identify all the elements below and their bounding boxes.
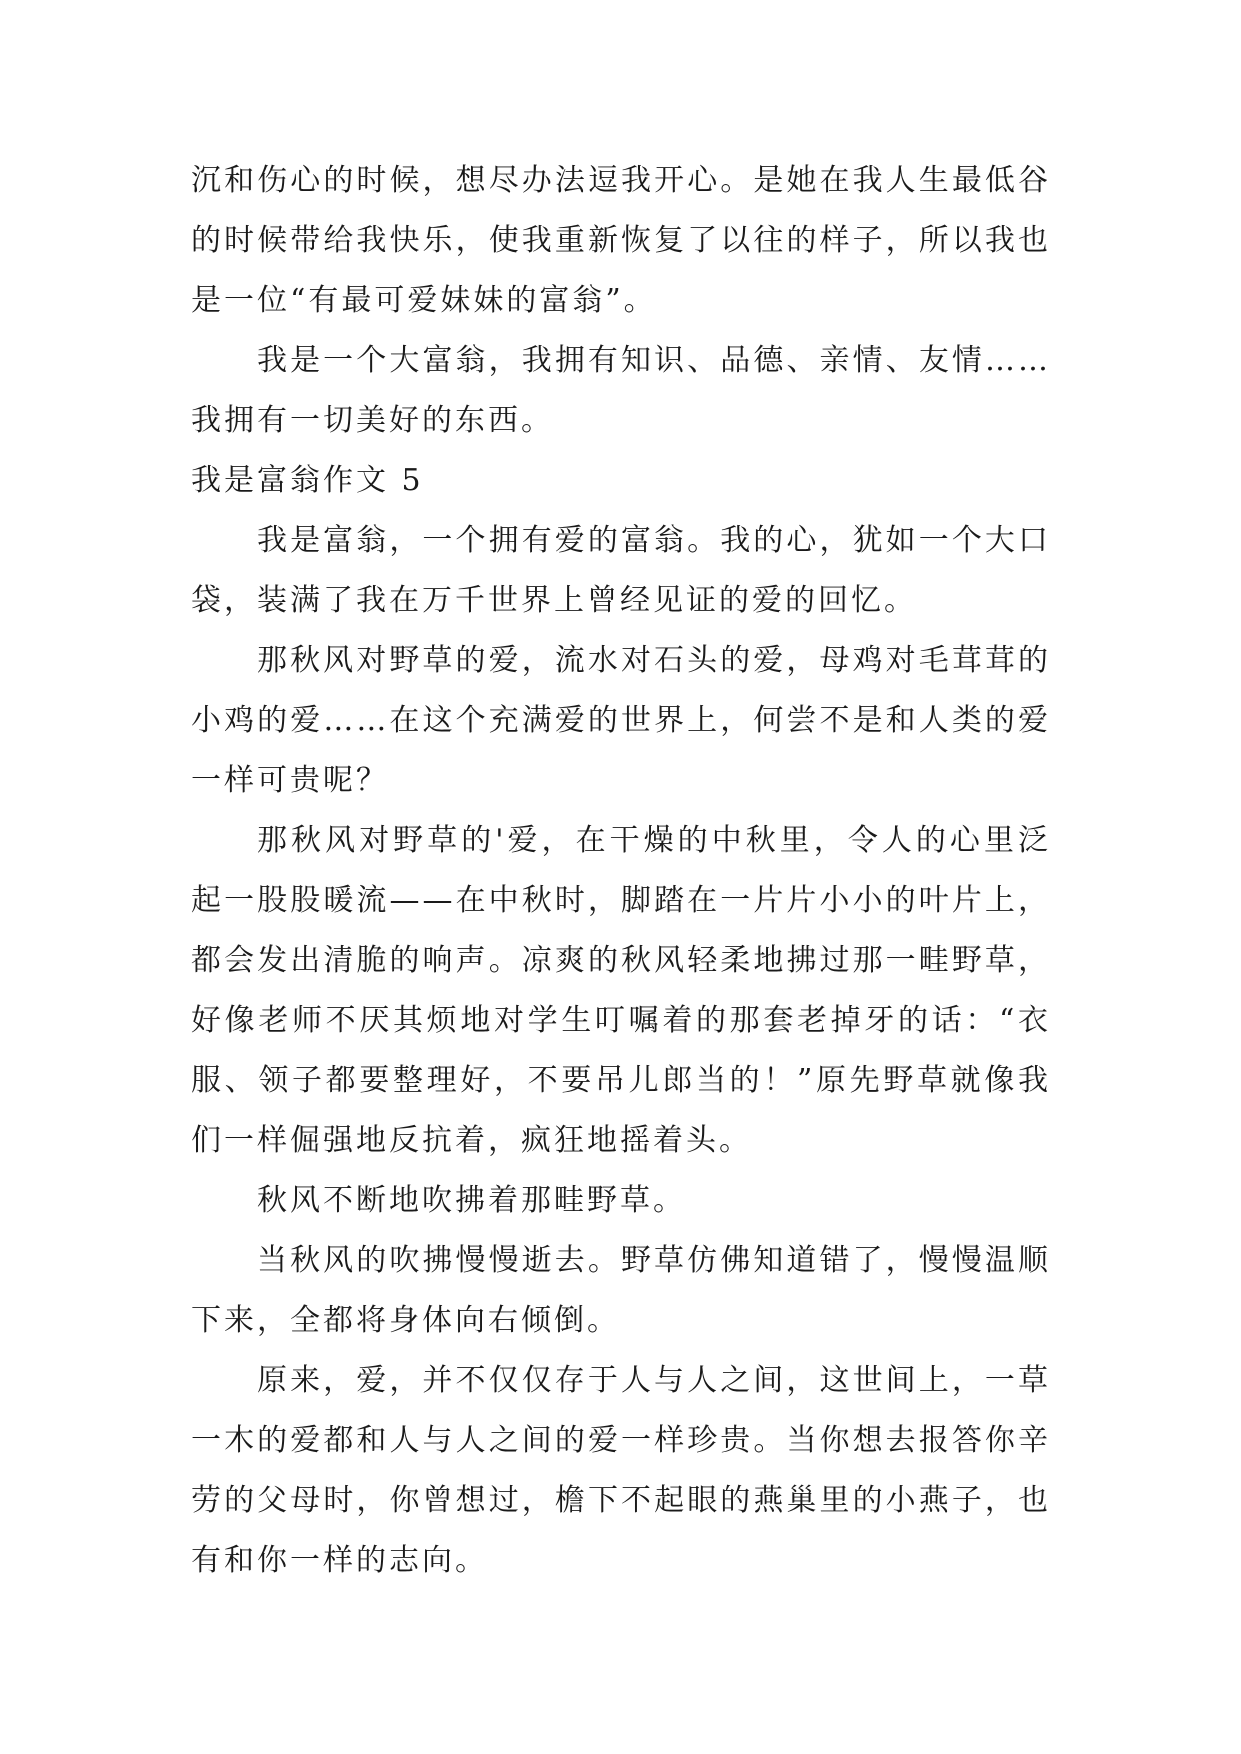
- paragraph: 那秋风对野草的爱，流水对石头的爱，母鸡对毛茸茸的小鸡的爱……在这个充满爱的世界上，何尝不是和人类的爱一样可贵呢？: [191, 643, 1051, 798]
- document-body: [191, 151, 1051, 1591]
- paragraph: 那秋风对野草的'爱，在干燥的中秋里，令人的心里泛起一股股暖流——在中秋时，脚踏在一片片小小的叶片上，都会发出清脆的响声。凉爽的秋风轻柔地拂过那一畦野草，好像老师不厌其烦地对学生叮嘱着的那套老掉牙的话：“衣服、领子都要整理好，不要吊儿郎当的！”原先野草就像我们一样倔强地反抗着，疯狂地摇着头。: [191, 823, 1051, 1158]
- paragraph: 秋风不断地吹拂着那畦野草。: [257, 1183, 686, 1218]
- paragraph: 我是一个大富翁，我拥有知识、品德、亲情、友情……我拥有一切美好的东西。: [191, 343, 1051, 438]
- section-heading: 我是富翁作文 5: [191, 463, 424, 498]
- paragraph: 我是富翁，一个拥有爱的富翁。我的心，犹如一个大口袋，装满了我在万千世界上曾经见证的爱的回忆。: [191, 523, 1051, 618]
- paragraph-continuation: 沉和伤心的时候，想尽办法逗我开心。是她在我人生最低谷的时候带给我快乐，使我重新恢复了以往的样子，所以我也是一位“有最可爱妹妹的富翁”。: [191, 163, 1051, 318]
- paragraph: 原来，爱，并不仅仅存于人与人之间，这世间上，一草一木的爱都和人与人之间的爱一样珍贵。当你想去报答你辛劳的父母时，你曾想过，檐下不起眼的燕巢里的小燕子，也有和你一样的志向。: [191, 1363, 1051, 1578]
- paragraph: 当秋风的吹拂慢慢逝去。野草仿佛知道错了，慢慢温顺下来，全都将身体向右倾倒。: [191, 1243, 1051, 1338]
